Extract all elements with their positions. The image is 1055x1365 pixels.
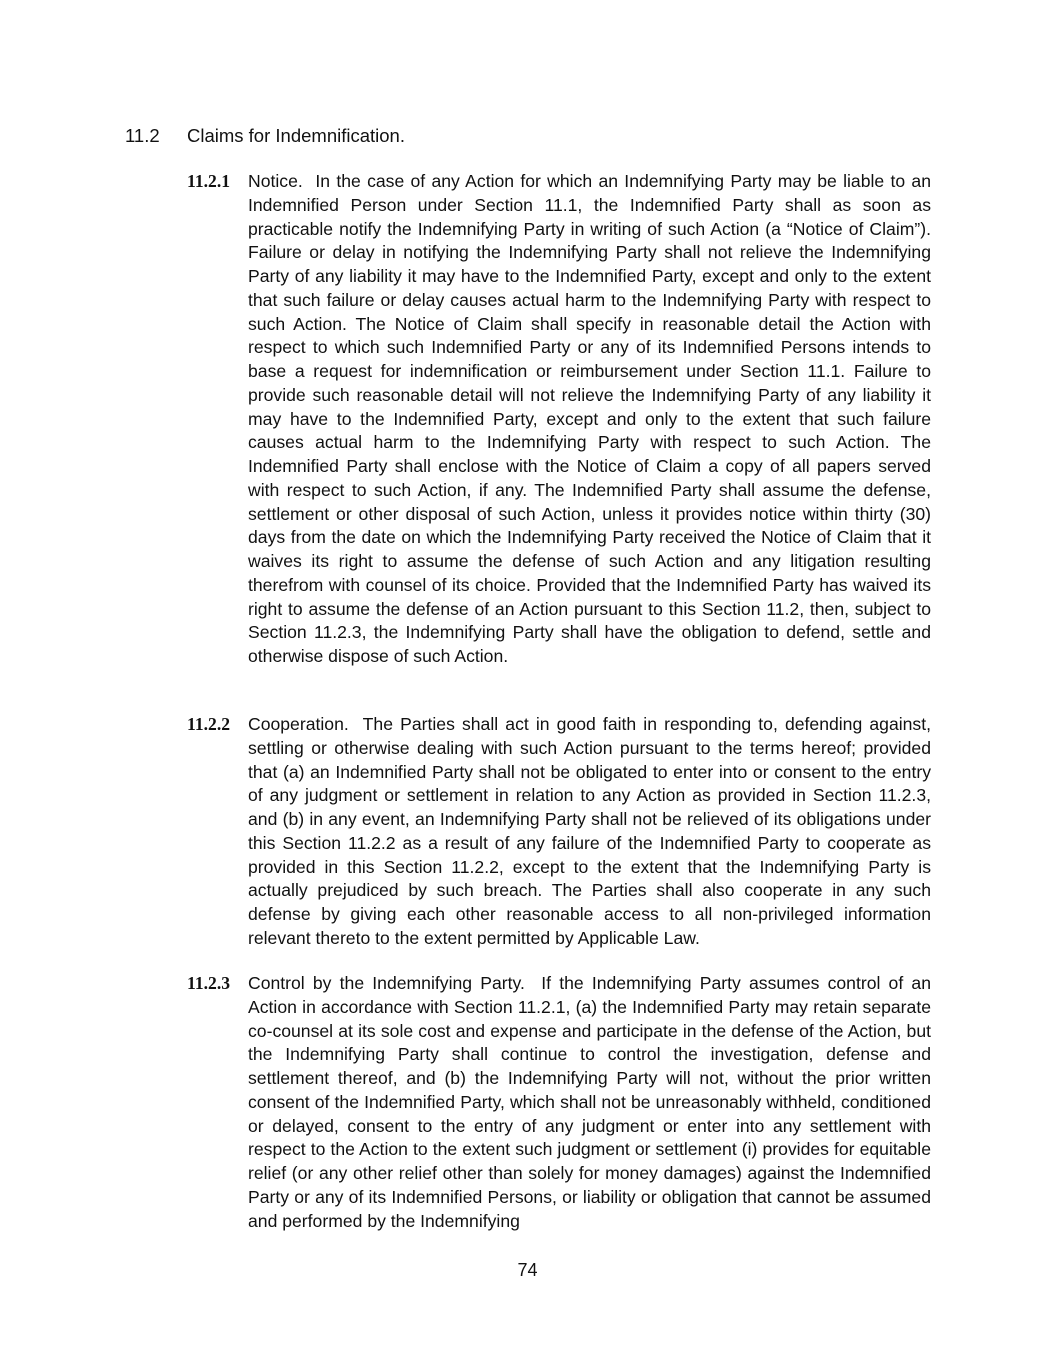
section-number: 11.2 (125, 125, 160, 146)
clause-control-by-indemnifying-party (187, 972, 931, 1233)
clause-body (248, 972, 931, 1233)
clause-heading: Control by the Indemnifying Party. (248, 973, 525, 993)
clause-number: 11.2.3 (187, 973, 231, 993)
clause-body (248, 713, 931, 951)
clause-heading: Notice. (248, 171, 303, 191)
clause-notice (187, 170, 931, 669)
section-title: Claims for Indemnification. (187, 125, 405, 146)
clause-body (248, 170, 931, 669)
page-number: 74 (517, 1260, 538, 1280)
clause-text: If the Indemnifying Party assumes control of an Action in accordance with Section 11.2.1, (a) the Indemnified Party may retain separate co-counsel at its sole cost and expense and participate in the defense of the Action, but the Indemnifying Party shall continue to control the investigation, defense and settlement thereof, and (b) the Indemnifying Party will not, without the prior written consent of the Indemnified Party, which shall not be unreasonably withheld, conditioned or delayed, consent to the entry of any judgment or enter into any settlement with respect to the Action to the extent such judgment or settlement (i) provides for equitable relief (or any other relief other than solely for money damages) against the Indemnified Party or any of its Indemnified Persons, or liability or obligation that cannot be assumed and performed by the Indemnifying (248, 973, 931, 1231)
clause-text: In the case of any Action for which an Indemnifying Party may be liable to an Indemnified Person under Section 11.1, the Indemnified Party shall as soon as practicable notify the Indemnifying Party in writing of such Action (a “Notice of Claim”). Failure or delay in notifying the Indemnifying Party shall not relieve the Indemnifying Party of any liability it may have to the Indemnified Party, except and only to the extent that such failure or delay causes actual harm to the Indemnifying Party with respect to such Action. The Notice of Claim shall specify in reasonable detail the Action with respect to which such Indemnified Party or any of its Indemnified Persons intends to base a request for indemnification or reimbursement under Section 11.1. Failure to provide such reasonable detail will not relieve the Indemnifying Party of any liability it may have to the Indemnified Party, except and only to the extent that such failure causes actual harm to the Indemnifying Party with respect to such Action. The Indemnified Party shall enclose with the Notice of Claim a copy of all papers served with respect to such Action, if any. The Indemnified Party shall assume the defense, settlement or other disposal of such Action, unless it provides notice within thirty (30) days from the date on which the Indemnifying Party received the Notice of Claim that it waives its right to assume the defense of such Action and any litigation resulting therefrom with counsel of its choice. Provided that the Indemnified Party has waived its right to assume the defense of an Action pursuant to this Section 11.2, then, subject to Section 11.2.3, the Indemnifying Party shall have the obligation to defend, settle and otherwise dispose of such Action. (248, 171, 931, 666)
clause-cooperation (187, 713, 931, 951)
clause-number: 11.2.2 (187, 714, 231, 734)
clause-text: The Parties shall act in good faith in responding to, defending against, settling or otherwise dealing with such Action pursuant to the terms hereof; provided that (a) an Indemnified Party shall not be obligated to enter into or consent to the entry of any judgment or settlement in relation to any Action as provided in Section 11.2.3, and (b) in any event, an Indemnifying Party shall not be relieved of its obligations under this Section 11.2.2 as a result of any failure of the Indemnified Party to cooperate as provided in this Section 11.2.2, except to the extent that the Indemnifying Party is actually prejudiced by such breach. The Parties shall also cooperate in any such defense by giving each other reasonable access to all non-privileged information relevant thereto to the extent permitted by Applicable Law. (248, 714, 931, 948)
clause-heading: Cooperation. (248, 714, 349, 734)
section-heading (125, 125, 405, 147)
clause-number: 11.2.1 (187, 171, 231, 191)
